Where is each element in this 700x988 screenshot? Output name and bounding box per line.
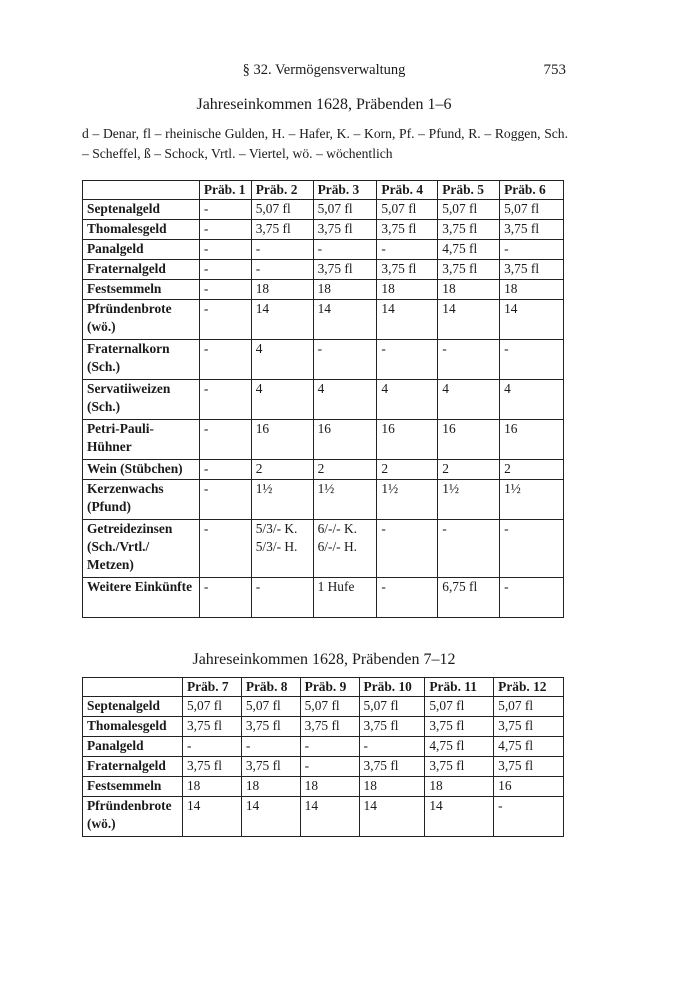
corner-cell	[83, 181, 200, 200]
table-row	[83, 220, 564, 240]
table-cell: 5,07 fl	[182, 697, 241, 717]
table-cell: 14	[359, 797, 425, 837]
column-header: Präb. 5	[438, 181, 500, 200]
corner-cell	[83, 678, 183, 697]
table-cell: -	[199, 200, 251, 220]
row-label: Festsemmeln	[83, 777, 183, 797]
table-cell: -	[199, 300, 251, 340]
column-header: Präb. 11	[425, 678, 494, 697]
table-cell: 14	[300, 797, 359, 837]
table-row	[83, 777, 564, 797]
table-cell: -	[377, 340, 438, 380]
table-cell: 6/-/- K. 6/-/- H.	[313, 520, 377, 578]
table-row	[83, 797, 564, 837]
table-cell: 4	[438, 380, 500, 420]
table1-title: Jahreseinkommen 1628, Präbenden 1–6	[196, 96, 452, 113]
table-cell: 3,75 fl	[241, 717, 300, 737]
table-row	[83, 520, 564, 578]
table-cell: 14	[182, 797, 241, 837]
table-cell: 1 Hufe	[313, 578, 377, 618]
table-cell: 3,75 fl	[438, 220, 500, 240]
table-cell: -	[300, 737, 359, 757]
abbreviation-legend: d – Denar, fl – rheinische Gulden, H. – Hafer, K. – Korn, Pf. – Pfund, R. – Roggen, Sch. – Scheffel, ß – Schock, Vrtl. – Viertel, wö. – wöchentlich	[82, 126, 568, 161]
table-row	[83, 300, 564, 340]
table-cell: 16	[377, 420, 438, 460]
table-cell: 3,75 fl	[438, 260, 500, 280]
table-cell: 3,75 fl	[251, 220, 313, 240]
table-cell: 5,07 fl	[241, 697, 300, 717]
table-row	[83, 340, 564, 380]
table-cell: 5,07 fl	[313, 200, 377, 220]
table-cell: -	[241, 737, 300, 757]
row-label: Servatiiweizen (Sch.)	[83, 380, 200, 420]
table-cell: -	[199, 480, 251, 520]
column-header: Präb. 10	[359, 678, 425, 697]
table-cell: 4	[251, 380, 313, 420]
table-cell: 1½	[438, 480, 500, 520]
page-number: 753	[543, 62, 566, 78]
table-cell: 1½	[377, 480, 438, 520]
column-header: Präb. 6	[500, 181, 564, 200]
table-cell: -	[199, 380, 251, 420]
column-header: Präb. 7	[182, 678, 241, 697]
table-cell: 14	[313, 300, 377, 340]
table-row	[83, 380, 564, 420]
table-cell: 5,07 fl	[425, 697, 494, 717]
table-row	[83, 280, 564, 300]
table-cell: 18	[377, 280, 438, 300]
table-cell: 18	[182, 777, 241, 797]
table-cell: 3,75 fl	[494, 757, 564, 777]
table-cell: -	[500, 520, 564, 578]
table-cell: 3,75 fl	[494, 717, 564, 737]
table-cell: 14	[425, 797, 494, 837]
table-cell: -	[199, 260, 251, 280]
table-cell: 18	[241, 777, 300, 797]
table-cell: -	[359, 737, 425, 757]
table-cell: 16	[251, 420, 313, 460]
column-header: Präb. 3	[313, 181, 377, 200]
table-cell: -	[199, 220, 251, 240]
row-label: Panalgeld	[83, 240, 200, 260]
table-cell: 14	[251, 300, 313, 340]
table-cell: 4	[313, 380, 377, 420]
running-head	[82, 62, 566, 82]
table-cell: -	[500, 578, 564, 618]
table-cell: -	[199, 520, 251, 578]
row-label: Weitere Einkünfte	[83, 578, 200, 618]
column-header: Präb. 8	[241, 678, 300, 697]
column-header: Präb. 2	[251, 181, 313, 200]
table-cell: 5,07 fl	[359, 697, 425, 717]
table-cell: -	[199, 240, 251, 260]
table-cell: 16	[438, 420, 500, 460]
table-cell: 5/3/- K. 5/3/- H.	[251, 520, 313, 578]
table-cell: 3,75 fl	[425, 757, 494, 777]
row-label: Fraternalgeld	[83, 757, 183, 777]
table-row	[83, 200, 564, 220]
row-label: Septenalgeld	[83, 697, 183, 717]
table-cell: -	[199, 420, 251, 460]
row-label: Petri-Pauli-Hühner	[83, 420, 200, 460]
table-cell: -	[251, 578, 313, 618]
table-cell: -	[494, 797, 564, 837]
table-cell: -	[500, 340, 564, 380]
table-row	[83, 480, 564, 520]
row-label: Wein (Stübchen)	[83, 460, 200, 480]
table-cell: -	[500, 240, 564, 260]
table-cell: 3,75 fl	[377, 260, 438, 280]
table-row	[83, 757, 564, 777]
table-cell: 2	[438, 460, 500, 480]
table-cell: 1½	[500, 480, 564, 520]
table-cell: 5,07 fl	[494, 697, 564, 717]
table-cell: 18	[313, 280, 377, 300]
table-cell: 3,75 fl	[500, 260, 564, 280]
row-label: Fraternalkorn (Sch.)	[83, 340, 200, 380]
table-cell: 18	[425, 777, 494, 797]
table-cell: 4	[377, 380, 438, 420]
column-header: Präb. 1	[199, 181, 251, 200]
row-label: Pfründenbrote (wö.)	[83, 797, 183, 837]
table-cell: 14	[241, 797, 300, 837]
table-cell: 3,75 fl	[300, 717, 359, 737]
table-row	[83, 717, 564, 737]
table-cell: -	[199, 460, 251, 480]
table-cell: -	[199, 578, 251, 618]
table-cell: 2	[500, 460, 564, 480]
table-cell: 16	[494, 777, 564, 797]
row-label: Thomalesgeld	[83, 717, 183, 737]
table-row	[83, 697, 564, 717]
column-header: Präb. 4	[377, 181, 438, 200]
header-row	[83, 181, 564, 200]
table-cell: 4,75 fl	[425, 737, 494, 757]
row-label: Kerzenwachs (Pfund)	[83, 480, 200, 520]
table-cell: 3,75 fl	[377, 220, 438, 240]
table-cell: 2	[313, 460, 377, 480]
table-cell: 4,75 fl	[438, 240, 500, 260]
table-cell: -	[251, 260, 313, 280]
table-cell: 3,75 fl	[241, 757, 300, 777]
table-cell: -	[300, 757, 359, 777]
income-table-7-12	[82, 677, 564, 837]
table-cell: 3,75 fl	[500, 220, 564, 240]
row-label: Panalgeld	[83, 737, 183, 757]
table-cell: 5,07 fl	[300, 697, 359, 717]
table-cell: 5,07 fl	[500, 200, 564, 220]
table-cell: 5,07 fl	[251, 200, 313, 220]
table-cell: 4	[500, 380, 564, 420]
table-cell: -	[182, 737, 241, 757]
row-label: Getreidezinsen (Sch./Vrtl./ Metzen)	[83, 520, 200, 578]
table-cell: 3,75 fl	[313, 220, 377, 240]
table-cell: -	[438, 340, 500, 380]
table-cell: 18	[500, 280, 564, 300]
table-cell: 3,75 fl	[425, 717, 494, 737]
table-cell: 5,07 fl	[377, 200, 438, 220]
row-label: Festsemmeln	[83, 280, 200, 300]
table-cell: 6,75 fl	[438, 578, 500, 618]
table-cell: 18	[359, 777, 425, 797]
table-cell: 18	[251, 280, 313, 300]
row-label: Fraternalgeld	[83, 260, 200, 280]
table-cell: -	[377, 578, 438, 618]
table-cell: 3,75 fl	[359, 757, 425, 777]
table-row	[83, 578, 564, 618]
table-cell: -	[199, 280, 251, 300]
table-cell: 5,07 fl	[438, 200, 500, 220]
table-cell: 14	[438, 300, 500, 340]
table-row	[83, 737, 564, 757]
table-cell: -	[377, 240, 438, 260]
table-row	[83, 460, 564, 480]
table-cell: 14	[377, 300, 438, 340]
row-label: Septenalgeld	[83, 200, 200, 220]
table-cell: -	[313, 340, 377, 380]
table-cell: 1½	[251, 480, 313, 520]
table-row	[83, 260, 564, 280]
table-cell: 4	[251, 340, 313, 380]
column-header: Präb. 9	[300, 678, 359, 697]
table-cell: 18	[438, 280, 500, 300]
table-cell: -	[377, 520, 438, 578]
income-table-1-6	[82, 180, 564, 618]
table2-title: Jahreseinkommen 1628, Präbenden 7–12	[192, 651, 456, 668]
table-cell: 3,75 fl	[313, 260, 377, 280]
table-cell: -	[199, 340, 251, 380]
row-label: Thomalesgeld	[83, 220, 200, 240]
table-cell: 2	[377, 460, 438, 480]
row-label: Pfründenbrote (wö.)	[83, 300, 200, 340]
table-cell: 3,75 fl	[182, 717, 241, 737]
table-row	[83, 240, 564, 260]
section-title: § 32. Vermögensverwaltung	[242, 62, 406, 78]
column-header: Präb. 12	[494, 678, 564, 697]
table-cell: 16	[500, 420, 564, 460]
table-cell: -	[313, 240, 377, 260]
table-cell: -	[251, 240, 313, 260]
table-cell: 14	[500, 300, 564, 340]
header-row	[83, 678, 564, 697]
table-cell: 16	[313, 420, 377, 460]
table-cell: -	[438, 520, 500, 578]
table-row	[83, 420, 564, 460]
table-cell: 2	[251, 460, 313, 480]
table-cell: 18	[300, 777, 359, 797]
table-cell: 4,75 fl	[494, 737, 564, 757]
table-cell: 3,75 fl	[182, 757, 241, 777]
table-cell: 3,75 fl	[359, 717, 425, 737]
table-cell: 1½	[313, 480, 377, 520]
